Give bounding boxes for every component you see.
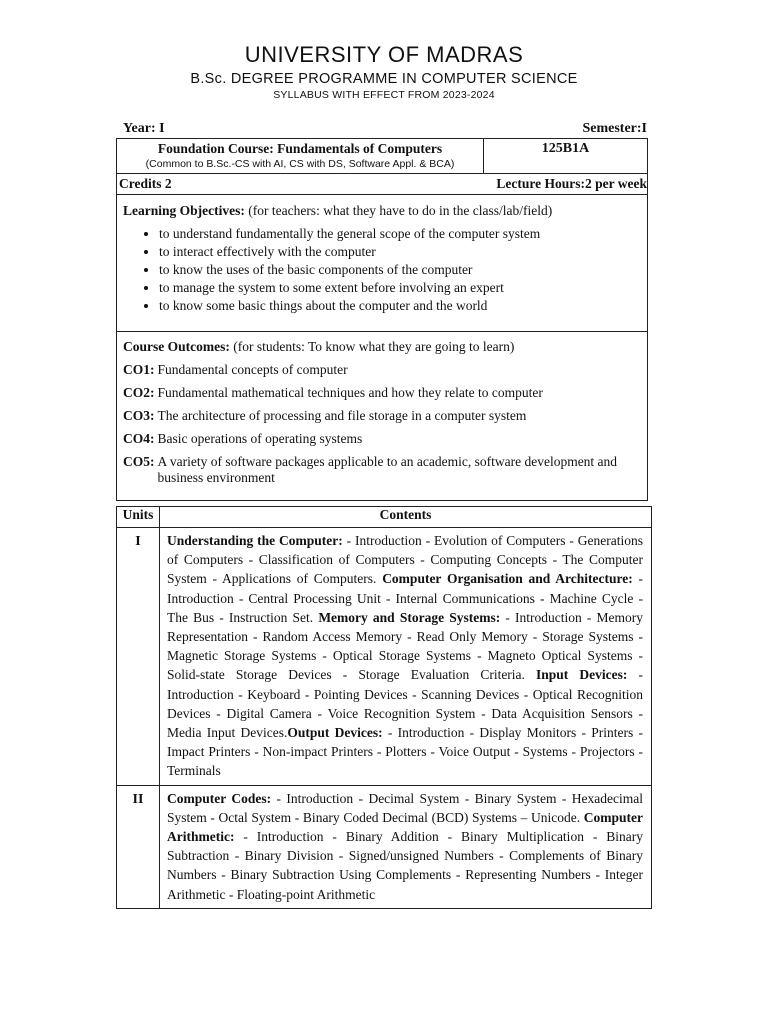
outcome-item: CO5: A variety of software packages applicable to an academic, software development and business environment — [123, 454, 618, 485]
course-common-to: (Common to B.Sc.-CS with AI, CS with DS, Software Appl. & BCA) — [145, 158, 455, 170]
list-item: • to manage the system to some extent before involving an expert — [159, 279, 641, 297]
programme-title: B.Sc. DEGREE PROGRAMME IN COMPUTER SCIENCE — [190, 71, 578, 87]
university-title: UNIVERSITY OF MADRAS — [244, 42, 524, 67]
outcome-item: CO1: Fundamental concepts of computer — [123, 362, 348, 377]
table-row — [117, 528, 652, 786]
year-label: Year: I — [123, 121, 165, 136]
objectives-list — [123, 225, 641, 315]
list-item: • to know the uses of the basic components of the computer — [159, 261, 641, 279]
credits-row — [117, 174, 648, 195]
course-outcomes-heading: Course Outcomes: (for students: To know what they are going to learn) — [123, 339, 515, 354]
course-outcomes-cell — [117, 332, 648, 501]
units-table — [116, 506, 652, 909]
unit-contents: Computer Codes: - Introduction - Decimal System - Binary System - Hexadecimal System - Octal System - Binary Coded Decimal (BCD) Systems – Unicode. Computer Arithmetic: - Introduction - Binary Addition - Binary Multiplication - Binary Subtraction - Binary Division - Signed/unsigned Numbers - Complements of Binary Numbers - Binary Subtraction Using Complements - Representing Numbers - Integer Arithmetic - Floating-point Arithmetic — [160, 785, 652, 908]
list-item: • to understand fundamentally the general scope of the computer system — [159, 225, 641, 243]
list-item: • to know some basic things about the computer and the world — [159, 297, 641, 315]
syllabus-effective: SYLLABUS WITH EFFECT FROM 2023-2024 — [273, 89, 495, 101]
table-header-row — [117, 507, 652, 528]
semester-label: Semester:I — [582, 121, 647, 136]
contents-header: Contents — [160, 507, 652, 528]
course-code: 125B1A — [484, 139, 648, 174]
lecture-hours-label: Lecture Hours:2 per week — [496, 176, 647, 191]
course-title-cell — [117, 139, 484, 174]
credits-label: Credits 2 — [119, 176, 172, 191]
units-header: Units — [117, 507, 160, 528]
outcome-item: CO4: Basic operations of operating systems — [123, 431, 363, 446]
unit-number: I — [117, 528, 160, 786]
list-item: • to interact effectively with the computer — [159, 243, 641, 261]
learning-objectives-heading: Learning Objectives: (for teachers: what they have to do in the class/lab/field) — [123, 203, 553, 218]
table-row — [117, 785, 652, 908]
outcome-item: CO2: Fundamental mathematical techniques and how they relate to computer — [123, 385, 543, 400]
unit-contents: Understanding the Computer: - Introduction - Evolution of Computers - Generations of Computers - Classification of Computers - Computing Concepts - The Computer System - Applications of Computers. Computer Organisation and Architecture: - Introduction - Central Processing Unit - Internal Communications - Machine Cycle - The Bus - Instruction Set. Memory and Storage Systems: - Introduction - Memory Representation - Random Access Memory - Read Only Memory - Storage Systems - Magnetic Storage Systems - Optical Storage Systems - Magneto Optical Systems - Solid-state Storage Devices - Storage Evaluation Criteria. Input Devices: - Introduction - Keyboard - Pointing Devices - Scanning Devices - Optical Recognition Devices - Digital Camera - Voice Recognition System - Data Acquisition Sensors - Media Input Devices.Output Devices: - Introduction - Display Monitors - Printers - Impact Printers - Non-impact Printers - Plotters - Voice Output - Systems - Projectors - Terminals — [160, 528, 652, 786]
course-title: Foundation Course: Fundamentals of Computers — [157, 141, 443, 156]
course-info-table — [116, 138, 648, 501]
unit-number: II — [117, 785, 160, 908]
learning-objectives-cell — [117, 195, 648, 332]
year-semester-row — [123, 121, 647, 137]
outcome-item: CO3: The architecture of processing and file storage in a computer system — [123, 408, 527, 423]
